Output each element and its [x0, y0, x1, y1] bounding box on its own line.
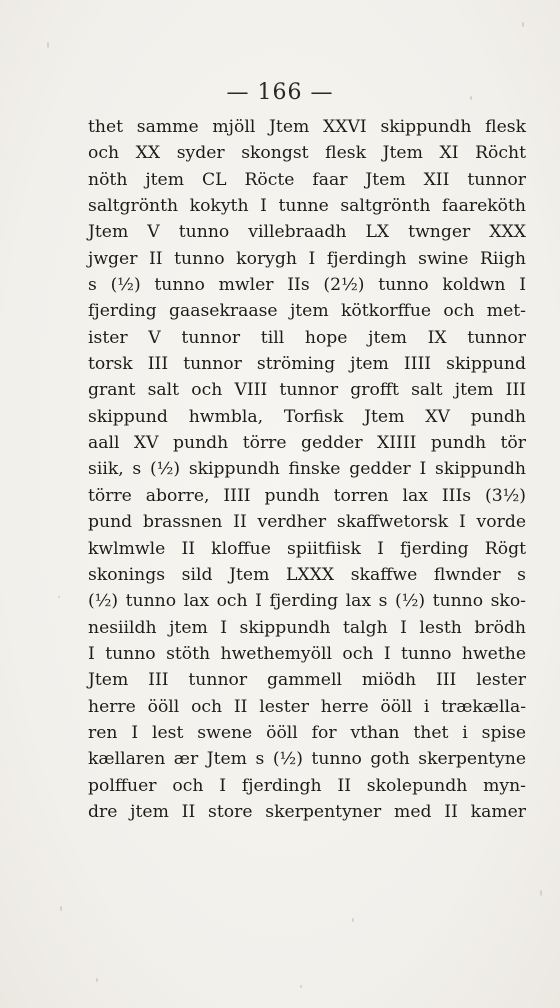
text-line: ren I lest swene ööll for vthan thet i spise: [88, 722, 526, 743]
text-line: aall XV pundh törre gedder XIIII pundh tör: [88, 433, 526, 454]
text-line: pund brassnen II verdher skaffwetorsk I vorde: [88, 512, 526, 533]
text-line: jwger II tunno korygh I fjerdingh swine Riigh: [88, 248, 526, 269]
paper-speck: [352, 918, 354, 922]
text-line: törre aborre, IIII pundh torren lax IIIs (3½): [88, 485, 526, 506]
paper-speck: [96, 978, 98, 982]
text-line: fjerding gaasekraase jtem kötkorffue och met-: [88, 301, 526, 322]
text-line: nesiildh jtem I skippundh talgh I lesth brödh: [88, 617, 526, 638]
body-text: [88, 114, 526, 825]
text-line: torsk III tunnor ströming jtem IIII skippund: [88, 354, 526, 375]
paper-speck: [300, 985, 302, 988]
text-line: och XX syder skongst flesk Jtem XI Röcht: [88, 143, 526, 164]
page-number: — 166 —: [226, 80, 334, 105]
text-line: Jtem III tunnor gammell miödh III lester: [88, 670, 526, 691]
text-line: I tunno stöth hwethemyöll och I tunno hwethe: [88, 643, 526, 664]
text-line: siik, s (½) skippundh finske gedder I skippundh: [88, 459, 526, 480]
paper-speck: [540, 890, 542, 896]
text-line: kwlmwle II kloffue spiitfiisk I fjerding Rögt: [88, 538, 526, 559]
paper-speck: [470, 96, 472, 100]
text-line: polffuer och I fjerdingh II skolepundh myn-: [88, 775, 526, 796]
text-line: dre jtem II store skerpentyner med II kamer: [88, 801, 526, 822]
text-line: (½) tunno lax och I fjerding lax s (½) tunno sko-: [88, 591, 526, 612]
text-line: nöth jtem CL Röcte faar Jtem XII tunnor: [88, 169, 526, 190]
text-line: thet samme mjöll Jtem XXVI skippundh flesk: [88, 117, 526, 137]
text-line: herre ööll och II lester herre ööll i trækælla-: [88, 696, 526, 717]
text-line: Jtem V tunno villebraadh LX twnger XXX: [88, 222, 526, 243]
text-line: ister V tunnor till hope jtem IX tunnor: [88, 327, 526, 348]
paper-speck: [60, 906, 62, 911]
text-line: s (½) tunno mwler IIs (2½) tunno koldwn I: [88, 275, 526, 296]
text-line: grant salt och VIII tunnor grofft salt jtem III: [88, 380, 526, 401]
text-line: saltgrönth kokyth I tunne saltgrönth faareköth: [88, 196, 526, 217]
paper-speck: [522, 22, 524, 27]
text-line: skonings sild Jtem LXXX skaffwe flwnder s: [88, 564, 526, 585]
text-line: kællaren ær Jtem s (½) tunno goth skerpentyne: [88, 749, 526, 770]
text-line: skippund hwmbla, Torfisk Jtem XV pundh: [88, 406, 526, 427]
paper-speck: [58, 596, 60, 598]
paper-speck: [47, 42, 49, 48]
